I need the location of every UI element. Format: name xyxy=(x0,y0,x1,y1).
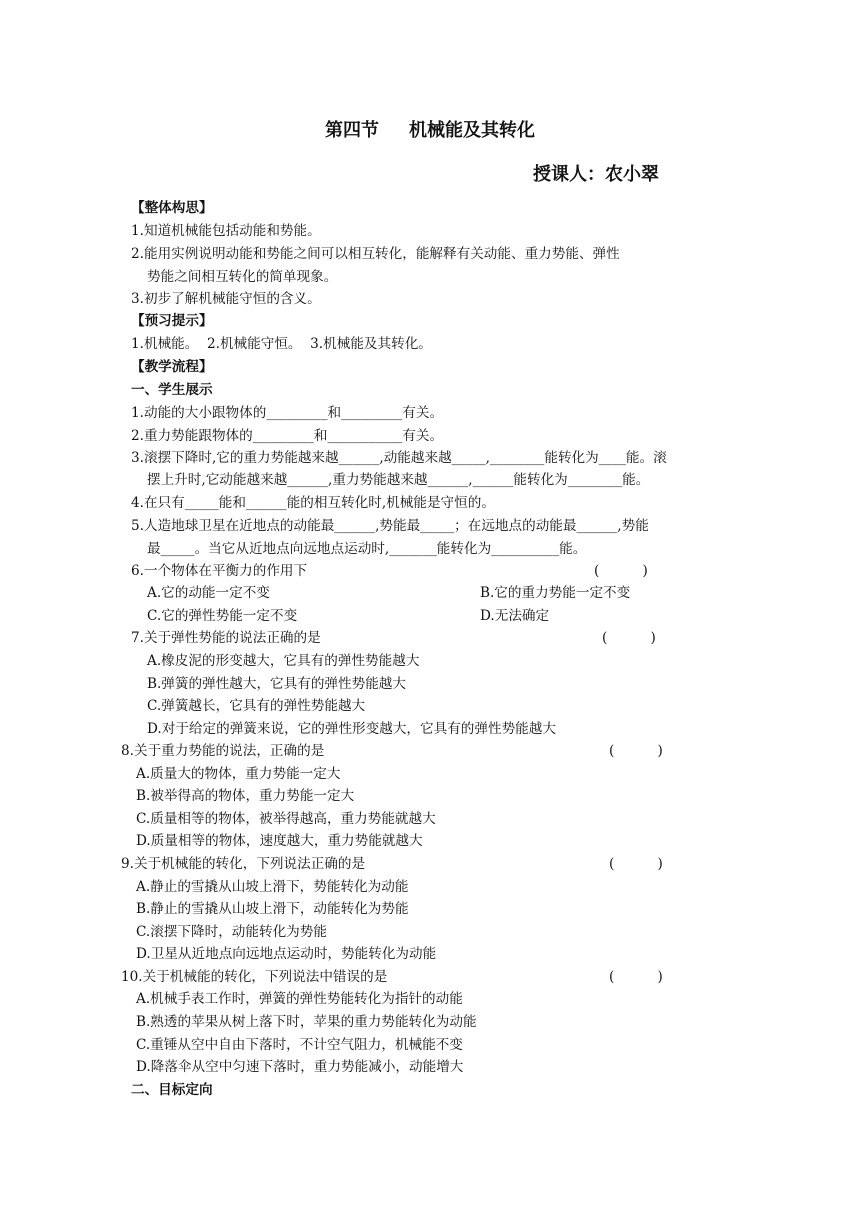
q8-option-b: B.被举得高的物体，重力势能一定大 xyxy=(136,788,355,804)
q6-option-c: C.它的弹性势能一定不变 xyxy=(147,608,298,624)
q10-option-d: D.降落伞从空中匀速下落时，重力势能减小，动能增大 xyxy=(136,1059,464,1075)
q10-stem: 10.关于机械能的转化，下列说法中错误的是 xyxy=(121,969,388,985)
fill-q1: 1.动能的大小跟物体的_________和_________有关。 xyxy=(131,405,444,421)
q9-option-a: A.静止的雪撬从山坡上滑下，势能转化为动能 xyxy=(136,879,409,895)
flow-heading: 【教学流程】 xyxy=(131,359,213,375)
q9-option-d: D.卫星从近地点向远地点运动时，势能转化为动能 xyxy=(136,946,437,962)
part2-heading: 二、目标定向 xyxy=(131,1082,213,1098)
overview-heading: 【整体构思】 xyxy=(131,200,213,216)
q9-answer-paren: ( ) xyxy=(609,856,663,872)
teacher-line: 授课人：农小翠 xyxy=(533,164,659,185)
q10-option-a: A.机械手表工作时，弹簧的弹性势能转化为指针的动能 xyxy=(136,991,463,1007)
q6-option-b: B.它的重力势能一定不变 xyxy=(480,585,631,601)
title-section: 第四节 xyxy=(325,120,379,141)
q7-answer-paren: ( ) xyxy=(602,630,656,646)
q8-stem: 8.关于重力势能的说法，正确的是 xyxy=(121,743,325,759)
fill-q2: 2.重力势能跟物体的_________和___________有关。 xyxy=(131,428,444,444)
overview-item-3: 3.初步了解机械能守恒的含义。 xyxy=(131,291,321,307)
q10-answer-paren: ( ) xyxy=(609,969,663,985)
fill-q3: 3.滚摆下降时,它的重力势能越来越______,动能越来越_____,________能转化为____能。滚 xyxy=(131,450,667,466)
q7-option-d: D.对于给定的弹簧来说，它的弹性形变越大，它具有的弹性势能越大 xyxy=(147,721,556,737)
q7-option-b: B.弹簧的弹性越大，它具有的弹性势能越大 xyxy=(147,676,406,692)
q6-stem: 6.一个物体在平衡力的作用下 xyxy=(131,563,308,579)
q7-option-c: C.弹簧越长，它具有的弹性势能越大 xyxy=(147,698,366,714)
q7-stem: 7.关于弹性势能的说法正确的是 xyxy=(131,630,321,646)
overview-item-2-cont: 势能之间相互转化的简单现象。 xyxy=(147,269,338,285)
overview-item-2: 2.能用实例说明动能和势能之间可以相互转化，能解释有关动能、重力势能、弹性 xyxy=(131,246,620,262)
q9-option-c: C.滚摆下降时，动能转化为势能 xyxy=(136,924,327,940)
q8-option-c: C.质量相等的物体，被举得越高，重力势能就越大 xyxy=(136,811,436,827)
preview-heading: 【预习提示】 xyxy=(131,313,213,329)
q6-answer-paren: ( ) xyxy=(594,563,648,579)
fill-q4: 4.在只有_____能和______能的相互转化时,机械能是守恒的。 xyxy=(131,495,495,511)
fill-q3-cont: 摆上升时,它动能越来越______,重力势能越来越______,______能转化为________能。 xyxy=(147,472,650,488)
q7-option-a: A.橡皮泥的形变越大，它具有的弹性势能越大 xyxy=(147,653,420,669)
q9-stem: 9.关于机械能的转化，下列说法正确的是 xyxy=(121,856,366,872)
q8-answer-paren: ( ) xyxy=(609,743,663,759)
q9-option-b: B.静止的雪撬从山坡上滑下，动能转化为势能 xyxy=(136,901,409,917)
q8-option-d: D.质量相等的物体，速度越大，重力势能就越大 xyxy=(136,833,423,849)
q10-option-b: B.熟透的苹果从树上落下时，苹果的重力势能转化为动能 xyxy=(136,1014,477,1030)
q10-option-c: C.重锤从空中自由下落时，不计空气阻力，机械能不变 xyxy=(136,1037,463,1053)
q6-option-a: A.它的动能一定不变 xyxy=(147,585,270,601)
page-title xyxy=(0,116,860,142)
fill-q5-cont: 最_____。当它从近地点向远地点运动时,_______能转化为__________能。 xyxy=(147,541,587,557)
overview-item-1: 1.知道机械能包括动能和势能。 xyxy=(131,223,321,239)
part1-heading: 一、学生展示 xyxy=(131,382,213,398)
fill-q5: 5.人造地球卫星在近地点的动能最______,势能最_____；在远地点的动能最______,势能 xyxy=(131,518,649,534)
q8-option-a: A.质量大的物体，重力势能一定大 xyxy=(136,766,341,782)
preview-text: 1.机械能。 2.机械能守恒。 3.机械能及其转化。 xyxy=(131,336,432,352)
q6-option-d: D.无法确定 xyxy=(480,608,550,624)
title-name: 机械能及其转化 xyxy=(409,120,535,141)
